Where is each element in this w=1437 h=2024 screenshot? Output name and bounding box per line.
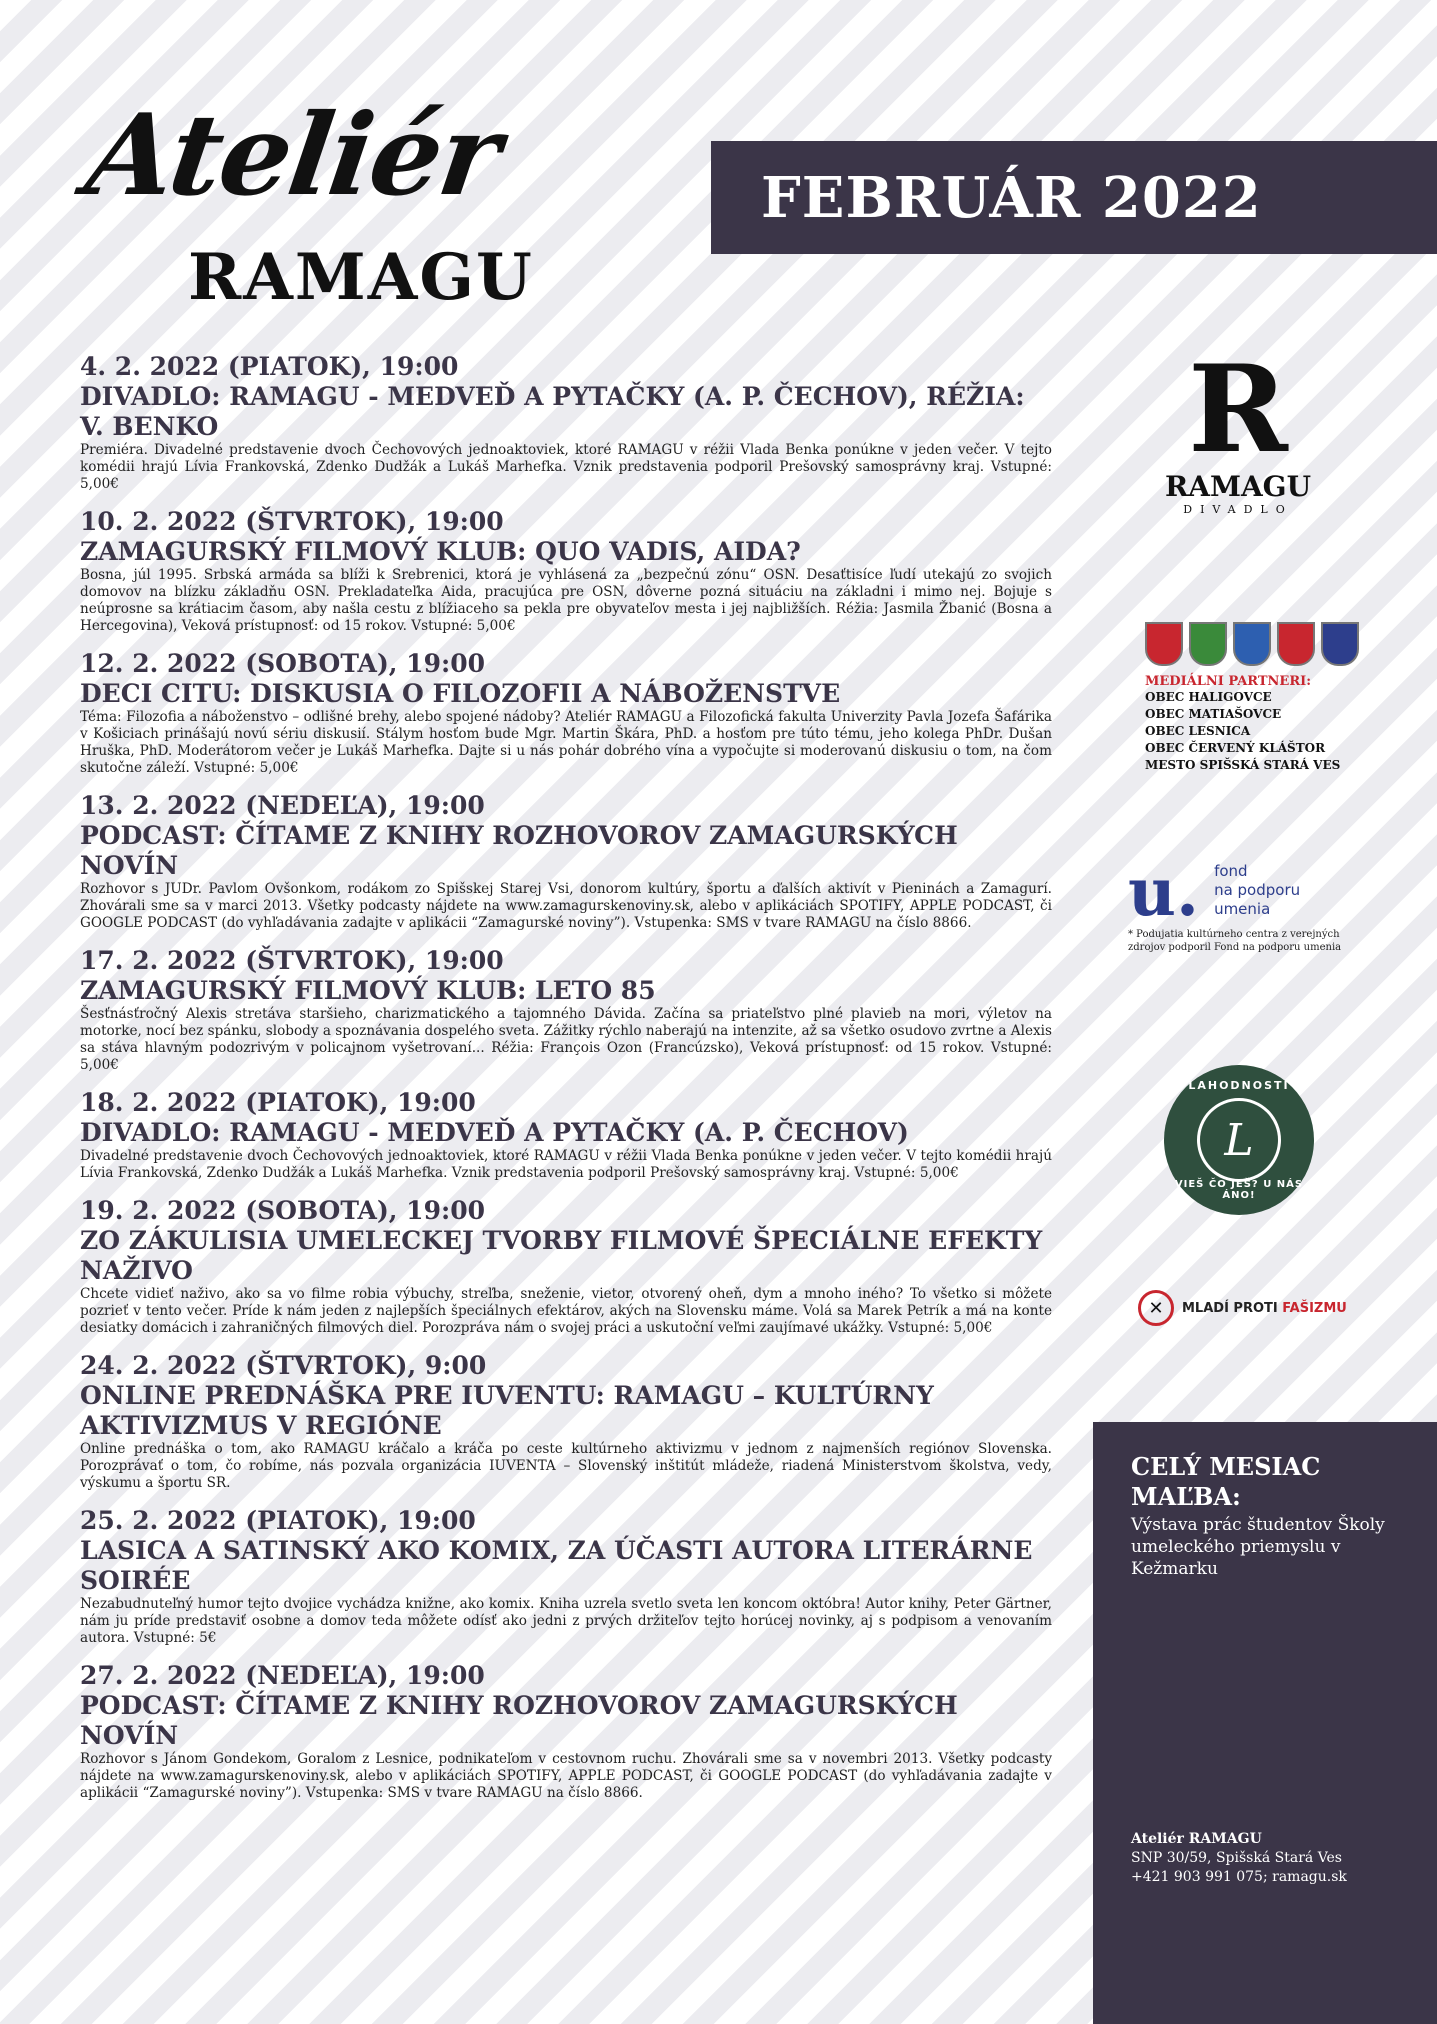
event-item bbox=[80, 946, 1052, 1074]
fond-line3: umenia bbox=[1214, 900, 1271, 918]
fond-lines bbox=[1214, 862, 1300, 919]
event-title: PODCAST: ČÍTAME Z KNIHY ROZHOVOROV ZAMAGURSKÝCH NOVÍN bbox=[80, 821, 958, 880]
address-line: SNP 30/59, Spišská Stará Ves bbox=[1131, 1850, 1342, 1866]
event-date: 24. 2. 2022 (ŠTVRTOK), 9:00 bbox=[80, 1351, 487, 1380]
fond-line1: fond bbox=[1214, 862, 1248, 880]
lahodnosti-icon: L bbox=[1197, 1098, 1281, 1182]
event-description: Divadelné predstavenie dvoch Čechovových jednoaktoviek, ktoré RAMAGU v réžii Vlada Benka ponúkne v jeden večer. V tejto komédii hrajú Lívia Frankovská, Zdenko Dudžák a Lukáš Marhefka. Vznik predstavenia podporil Prešovský samosprávny kraj. Vstupné: 5,00€ bbox=[80, 1148, 1052, 1181]
event-date: 13. 2. 2022 (NEDEĽA), 19:00 bbox=[80, 791, 485, 820]
event-list bbox=[80, 352, 1052, 1816]
ramagu-divadlo-logo bbox=[1148, 339, 1328, 530]
fond-logo bbox=[1128, 853, 1358, 954]
mpf-text: MLADÍ PROTI FAŠIZMU bbox=[1182, 1300, 1347, 1316]
event-description: Rozhovor s Jánom Gondekom, Goralom z Lesnice, podnikateľom v cestovnom ruchu. Zhovárali sme sa v novembri 2013. Všetky podcasty nájdete na www.zamagurskenoviny.sk, alebo v aplikáciách SPOTIFY, APPLE PODCAST, či GOOGLE PODCAST (do vyhľadávania zadajte v aplikácii “Zamagurské noviny”). Vstupenka: SMS v tvare RAMAGU na číslo 8866. bbox=[80, 1751, 1052, 1801]
logo-sub-text: RAMAGU bbox=[188, 240, 534, 315]
event-date: 18. 2. 2022 (PIATOK), 19:00 bbox=[80, 1088, 476, 1117]
antifascism-icon: ✕ bbox=[1138, 1290, 1174, 1326]
event-title: ZAMAGURSKÝ FILMOVÝ KLUB: QUO VADIS, AIDA? bbox=[80, 537, 801, 566]
event-date: 25. 2. 2022 (PIATOK), 19:00 bbox=[80, 1506, 476, 1535]
event-date: 27. 2. 2022 (NEDEĽA), 19:00 bbox=[80, 1661, 485, 1690]
partner-item: OBEC MATIAŠOVCE bbox=[1145, 707, 1282, 721]
partners-heading: MEDIÁLNI PARTNERI: bbox=[1145, 674, 1312, 689]
partner-item: OBEC LESNICA bbox=[1145, 724, 1251, 738]
partner-item: OBEC ČERVENÝ KLÁŠTOR bbox=[1145, 741, 1326, 755]
org-name: Ateliér RAMAGU bbox=[1131, 1831, 1262, 1847]
atelier-logo bbox=[78, 90, 648, 330]
event-title: LASICA A SATINSKÝ AKO KOMIX, ZA ÚČASTI AUTORA LITERÁRNE SOIRÉE bbox=[80, 1536, 1033, 1595]
event-title: PODCAST: ČÍTAME Z KNIHY ROZHOVOROV ZAMAGURSKÝCH NOVÍN bbox=[80, 1691, 958, 1750]
month-title: FEBRUÁR 2022 bbox=[761, 164, 1262, 231]
event-item bbox=[80, 1661, 1052, 1802]
event-date: 4. 2. 2022 (PIATOK), 19:00 bbox=[80, 352, 459, 381]
partner-item: OBEC HALIGOVCE bbox=[1145, 690, 1272, 704]
contact-line: +421 903 991 075; ramagu.sk bbox=[1131, 1869, 1347, 1885]
event-description: Chcete vidieť naživo, ako sa vo filme robia výbuchy, streľba, sneženie, vietor, otvorený oheň, dym a mnoho iného? To všetko si môžete pozrieť v tento večer. Príde k nám jeden z najlepších špeciálnych efektárov, akých na Slovensku máme. Volá sa Marek Petrík a má na konte desiatky domácich i zahraničných filmových diel. Porozpráva nám o svojej práci a uskutoční veľmi zaujímavé ukážky. Vstupné: 5,00€ bbox=[80, 1286, 1052, 1336]
event-title: ZAMAGURSKÝ FILMOVÝ KLUB: LETO 85 bbox=[80, 976, 656, 1005]
month-banner bbox=[711, 141, 1437, 254]
crest-icon bbox=[1321, 622, 1359, 666]
lahodnosti-bottom: VIEŠ ČO JEŠ? U NÁS ÁNO! bbox=[1174, 1179, 1304, 1201]
event-title: DIVADLO: RAMAGU - MEDVEĎ A PYTAČKY (A. P. ČECHOV), RÉŽIA: V. BENKO bbox=[80, 382, 1025, 441]
logo-script-text: Ateliér bbox=[78, 90, 507, 221]
event-item bbox=[80, 649, 1052, 777]
event-title: DECI CITU: DISKUSIA O FILOZOFII A NÁBOŽENSTVE bbox=[80, 679, 841, 708]
event-description: Online prednáška o tom, ako RAMAGU kráčalo a kráča po ceste kultúrneho aktivizmu v jednom z najmenších regiónov Slovenska. Porozprávať o tom, čo robíme, nás pozvala organizácia IUVENTA – Slovenský inštitút mládeže, riadená Ministerstvom školstva, vedy, výskumu a športu SR. bbox=[80, 1441, 1052, 1491]
event-item bbox=[80, 1196, 1052, 1337]
sidebar-heading-line2: MAĽBA: bbox=[1131, 1482, 1241, 1511]
crest-icon bbox=[1189, 622, 1227, 666]
event-item bbox=[80, 1351, 1052, 1492]
ramagu-sub: DIVADLO bbox=[1183, 503, 1293, 516]
event-date: 10. 2. 2022 (ŠTVRTOK), 19:00 bbox=[80, 507, 504, 536]
partner-item: MESTO SPIŠSKÁ STARÁ VES bbox=[1145, 758, 1341, 772]
event-date: 19. 2. 2022 (SOBOTA), 19:00 bbox=[80, 1196, 485, 1225]
fond-u-icon: u. bbox=[1128, 853, 1199, 931]
event-date: 12. 2. 2022 (SOBOTA), 19:00 bbox=[80, 649, 485, 678]
sidebar-description: Výstava prác študentov Školy umeleckého priemyslu v Kežmarku bbox=[1131, 1515, 1385, 1579]
event-description: Šesťnásťročný Alexis stretáva staršieho, charizmatického a tajomného Dávida. Začína sa priateľstvo plné plavieb na mori, výletov na motorke, nocí bez spánku, slobody a spoznávania dospelého sveta. Zážitky rýchlo naberajú na intenzite, až sa všetko osudovo zvrtne a Alexis sa stáva hlavným podozrivým v policajnom vyšetrovaní... Réžia: François Ozon (Francúzsko), Veková prístupnosť: od 15 rokov. Vstupné: 5,00€ bbox=[80, 1006, 1052, 1073]
crest-row bbox=[1145, 622, 1365, 666]
event-item bbox=[80, 507, 1052, 635]
sidebar-panel bbox=[1093, 1422, 1437, 2024]
event-title: ONLINE PREDNÁŠKA PRE IUVENTU: RAMAGU – KULTÚRNY AKTIVIZMUS V REGIÓNE bbox=[80, 1381, 934, 1440]
lahodnosti-logo bbox=[1164, 1065, 1314, 1215]
crest-icon bbox=[1277, 622, 1315, 666]
event-description: Rozhovor s JUDr. Pavlom Ovšonkom, rodákom zo Spišskej Starej Vsi, donorom kultúry, športu a ďalších aktivít v Pieninách a Zamagurí. Zhovárali sme sa v marci 2013. Všetky podcasty nájdete na www.zamagurskenoviny.sk, alebo v aplikáciách SPOTIFY, APPLE PODCAST, či GOOGLE PODCAST (do vyhľadávania zadajte v aplikácii “Zamagurské noviny”). Vstupenka: SMS v tvare RAMAGU na číslo 8866. bbox=[80, 881, 1052, 931]
event-description: Nezabudnuteľný humor tejto dvojice vychádza knižne, ako komix. Kniha uzrela svetlo sveta len koncom októbra! Autor knihy, Peter Gärtner, nám ju príde predstaviť osobne a domov teda môžete odísť ako jedni z prvých držiteľov tejto horúcej novinky, aj s podpisom a venovaním autora. Vstupné: 5€ bbox=[80, 1596, 1052, 1646]
event-date: 17. 2. 2022 (ŠTVRTOK), 19:00 bbox=[80, 946, 504, 975]
ramagu-letter: R bbox=[1188, 339, 1288, 480]
mladi-proti-fasizmu-logo bbox=[1138, 1290, 1347, 1326]
ramagu-name: RAMAGU bbox=[1164, 470, 1312, 503]
event-description: Premiéra. Divadelné predstavenie dvoch Čechovových jednoaktoviek, ktoré RAMAGU v réžii Vlada Benka ponúkne v jeden večer. V tejto komédii hrajú Lívia Frankovská, Zdenko Dudžák a Lukáš Marhefka. Vznik predstavenia podporil Prešovský samosprávny kraj. Vstupné: 5,00€ bbox=[80, 442, 1052, 492]
event-description: Bosna, júl 1995. Srbská armáda sa blíži k Srebrenici, ktorá je vyhlásená za „bezpečnú zónu“ OSN. Desaťtisíce ľudí utekajú zo svojich domovov na blízku základňu OSN. Prekladateľka Aida, pracujúca pre OSN, dôverne pozná situáciu na základni i mimo nej. Bojuje s neúprosne sa krátiacim časom, aby našla cestu z blížiaceho sa pekla pre obyvateľov mesta i jej najbližších. Réžia: Jasmila Žbanić (Bosna a Hercegovina), Veková prístupnosť: od 15 rokov. Vstupné: 5,00€ bbox=[80, 567, 1052, 634]
fond-line2: na podporu bbox=[1214, 881, 1301, 899]
fond-note: * Podujatia kultúrneho centra z verejných zdrojov podporil Fond na podporu umenia bbox=[1128, 929, 1342, 953]
event-description: Téma: Filozofia a náboženstvo – odlišné brehy, alebo spojené nádoby? Ateliér RAMAGU a Filozofická fakulta Univerzity Pavla Jozefa Šafárika v Košiciach prinášajú novú sériu diskusií. Stálym hosťom bude Mgr. Martin Škára, PhD. a hosťom pre túto tému, jeho kolega PhDr. Dušan Hruška, PhD. Moderátorom večer je Lukáš Marhefka. Dajte si u nás pohár dobrého vína a vypočujte si moderovanú diskusiu o tom, na čom skutočne záleží. Vstupné: 5,00€ bbox=[80, 709, 1052, 776]
media-partners bbox=[1145, 622, 1365, 774]
event-item bbox=[80, 1506, 1052, 1647]
crest-icon bbox=[1233, 622, 1271, 666]
event-title: DIVADLO: RAMAGU - MEDVEĎ A PYTAČKY (A. P. ČECHOV) bbox=[80, 1118, 909, 1147]
sidebar-heading-line1: CELÝ MESIAC bbox=[1131, 1452, 1321, 1481]
event-item bbox=[80, 352, 1052, 493]
crest-icon bbox=[1145, 622, 1183, 666]
event-title: ZO ZÁKULISIA UMELECKEJ TVORBY FILMOVÉ ŠPECIÁLNE EFEKTY NAŽIVO bbox=[80, 1226, 1043, 1285]
sidebar-heading bbox=[1131, 1452, 1320, 1512]
address-block bbox=[1131, 1830, 1347, 1887]
event-item bbox=[80, 791, 1052, 932]
event-item bbox=[80, 1088, 1052, 1182]
lahodnosti-top: LAHODNOSTI bbox=[1188, 1079, 1290, 1092]
